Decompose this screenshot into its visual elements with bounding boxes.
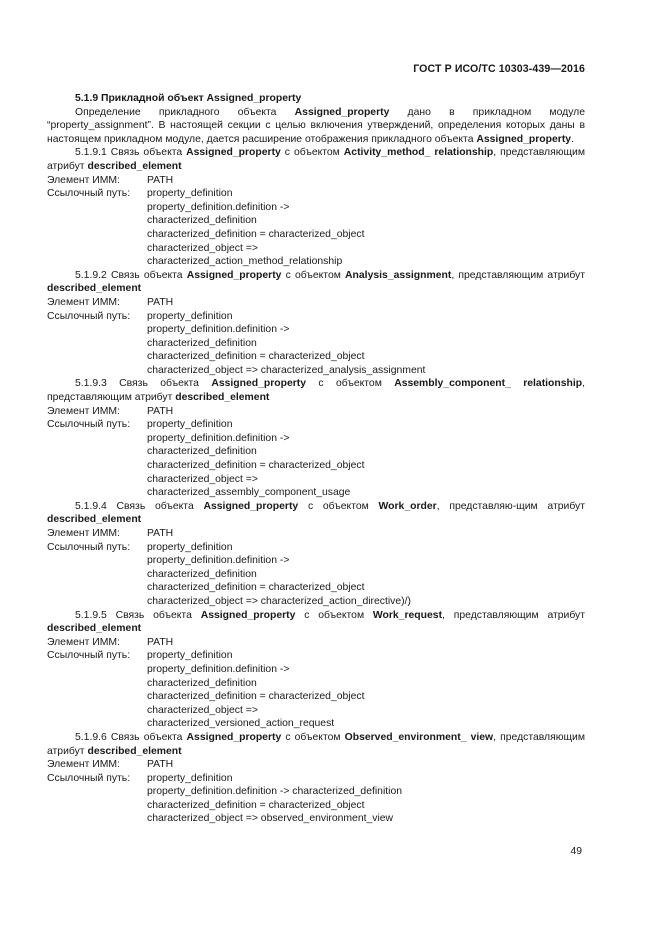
path-line: characterized_definition = characterized_object bbox=[147, 582, 365, 594]
path-line: characterized_definition = characterized_object bbox=[147, 460, 365, 472]
mapping-section bbox=[47, 377, 585, 499]
element-label: Элемент ИММ: bbox=[47, 759, 120, 771]
path-label: Ссылочный путь: bbox=[47, 419, 131, 431]
element-row bbox=[47, 636, 585, 650]
mapping-description: 5.1.9.6 Связь объекта Assigned_property с объектом Observed_environment_ view, представляющим атрибут described_element bbox=[47, 731, 586, 757]
path-line: characterized_object => observed_environment_view bbox=[147, 813, 394, 825]
path-line: characterized_object => characterized_analysis_assignment bbox=[147, 364, 426, 376]
mapping-description: 5.1.9.4 Связь объекта Assigned_property с объектом Work_order, представляю-щим атрибут described_element bbox=[47, 500, 586, 526]
path-line: characterized_object => characterized_action_directive)/) bbox=[147, 595, 411, 607]
path-first-line: property_definition bbox=[147, 541, 233, 553]
mapping-description: 5.1.9.2 Связь объекта Assigned_property с объектом Analysis_assignment, представляющим атрибут described_element bbox=[47, 269, 586, 295]
path-label: Ссылочный путь: bbox=[47, 650, 131, 662]
path-line: property_definition.definition -> bbox=[147, 324, 290, 336]
element-row bbox=[47, 527, 585, 541]
element-label: Элемент ИММ: bbox=[47, 296, 120, 308]
path-line: characterized_definition bbox=[147, 337, 257, 349]
element-value: PATH bbox=[147, 759, 174, 771]
path-line: characterized_definition = characterized_object bbox=[147, 691, 365, 703]
path-line: characterized_definition bbox=[147, 677, 257, 689]
element-row bbox=[47, 405, 585, 419]
mapping-sections bbox=[47, 146, 585, 826]
element-label: Элемент ИММ: bbox=[47, 636, 120, 648]
element-row bbox=[47, 758, 585, 772]
mapping-section bbox=[47, 609, 585, 731]
path-line: characterized_assembly_component_usage bbox=[147, 487, 351, 499]
path-first-line: property_definition bbox=[147, 419, 233, 431]
path-row bbox=[47, 541, 585, 555]
path-line: characterized_definition bbox=[147, 446, 257, 458]
path-row bbox=[47, 187, 585, 201]
path-row bbox=[47, 772, 585, 786]
path-lines bbox=[147, 785, 585, 826]
path-line: characterized_object => bbox=[147, 242, 258, 254]
path-first-line: property_definition bbox=[147, 650, 233, 662]
path-label: Ссылочный путь: bbox=[47, 188, 131, 200]
mapping-description: 5.1.9.5 Связь объекта Assigned_property с объектом Work_request, представляющим атрибут described_element bbox=[47, 609, 586, 635]
section-heading: 5.1.9 Прикладной объект Assigned_property bbox=[75, 93, 302, 104]
mapping-section bbox=[47, 500, 585, 609]
element-value: PATH bbox=[147, 174, 174, 186]
element-value: PATH bbox=[147, 636, 174, 648]
path-line: characterized_object => bbox=[147, 473, 258, 485]
element-value: PATH bbox=[147, 528, 174, 539]
document-header: ГОСТ Р ИСО/ТС 10303-439—2016 bbox=[413, 63, 585, 75]
element-value: PATH bbox=[147, 405, 174, 417]
path-lines bbox=[147, 201, 585, 269]
path-line: property_definition.definition -> characterized_definition bbox=[147, 786, 403, 798]
path-row bbox=[47, 649, 585, 663]
path-lines bbox=[147, 554, 585, 608]
document-body bbox=[47, 92, 585, 826]
element-label: Элемент ИММ: bbox=[47, 528, 120, 539]
path-lines bbox=[147, 663, 585, 731]
path-line: characterized_action_method_relationship bbox=[147, 256, 343, 268]
mapping-description: 5.1.9.3 Связь объекта Assigned_property с объектом Assembly_component_ relationship, представляющим атрибут described_element bbox=[47, 378, 586, 404]
path-first-line: property_definition bbox=[147, 772, 233, 784]
path-first-line: property_definition bbox=[147, 188, 233, 200]
path-line: characterized_definition = characterized_object bbox=[147, 351, 365, 363]
path-line: property_definition.definition -> bbox=[147, 555, 290, 567]
path-label: Ссылочный путь: bbox=[47, 772, 131, 784]
mapping-section bbox=[47, 731, 585, 826]
path-line: characterized_definition = characterized_object bbox=[147, 799, 365, 811]
path-row bbox=[47, 418, 585, 432]
path-line: characterized_definition bbox=[147, 568, 257, 580]
path-line: characterized_definition bbox=[147, 215, 257, 227]
path-lines bbox=[147, 432, 585, 500]
element-row bbox=[47, 174, 585, 188]
element-label: Элемент ИММ: bbox=[47, 174, 120, 186]
path-label: Ссылочный путь: bbox=[47, 541, 131, 553]
path-row bbox=[47, 310, 585, 324]
path-label: Ссылочный путь: bbox=[47, 310, 131, 322]
element-value: PATH bbox=[147, 296, 174, 308]
mapping-section bbox=[47, 269, 585, 378]
path-line: characterized_versioned_action_request bbox=[147, 718, 335, 730]
mapping-description: 5.1.9.1 Связь объекта Assigned_property с объектом Activity_method_ relationship, представляющим атрибут described_element bbox=[47, 147, 586, 172]
path-line: property_definition.definition -> bbox=[147, 201, 290, 213]
path-lines bbox=[147, 323, 585, 377]
path-line: property_definition.definition -> bbox=[147, 432, 290, 444]
path-first-line: property_definition bbox=[147, 310, 233, 322]
element-row bbox=[47, 296, 585, 310]
intro-paragraph: Определение прикладного объекта Assigned_property дано в прикладном модуле “property_assignment”. В настоящей секции с целью включения утверждений, определения которых даны в настоящем прикладном модуле, дается расширение отображения прикладного объекта Assigned_property. bbox=[47, 106, 586, 145]
path-line: property_definition.definition -> bbox=[147, 663, 290, 675]
element-label: Элемент ИММ: bbox=[47, 405, 120, 417]
page-number: 49 bbox=[570, 846, 582, 857]
path-line: characterized_definition = characterized_object bbox=[147, 228, 365, 240]
mapping-section bbox=[47, 146, 585, 268]
path-line: characterized_object => bbox=[147, 704, 258, 716]
